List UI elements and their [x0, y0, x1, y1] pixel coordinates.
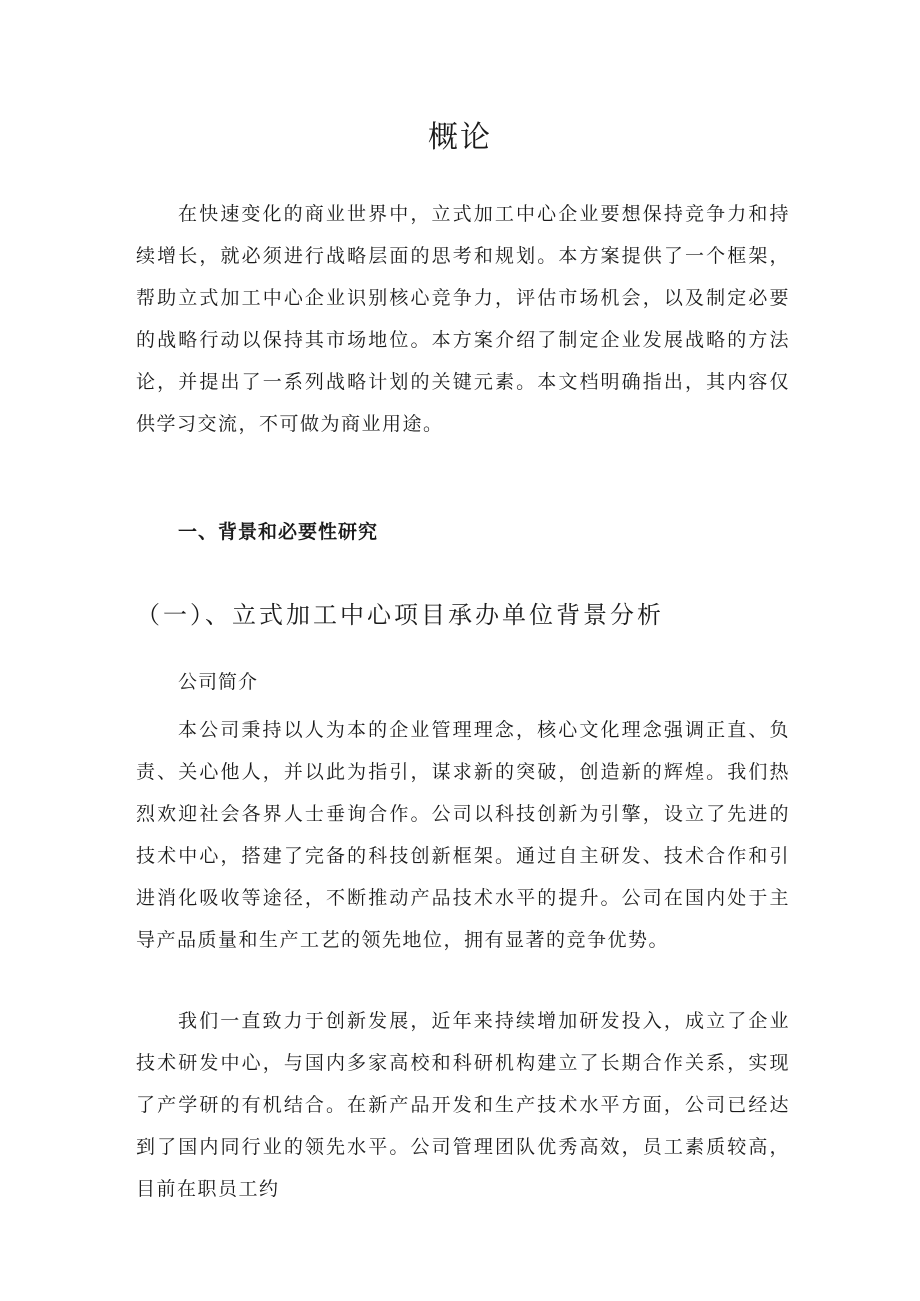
company-intro-subheading: 公司简介 [178, 671, 259, 693]
section-heading: 一、背景和必要性研究 [178, 521, 379, 543]
intro-paragraph: 在快速变化的商业世界中，立式加工中心企业要想保持竞争力和持续增长，就必须进行战略层面的思考和规划。本方案提供了一个框架，帮助立式加工中心企业识别核心竞争力，评估市场机会，以及制定必要的战略行动以保持其市场地位。本方案介绍了制定企业发展战略的方法论，并提出了一系列战略计划的关键元素。本文档明确指出，其内容仅供学习交流，不可做为商业用途。 [136, 203, 790, 435]
body-paragraph: 我们一直致力于创新发展，近年来持续增加研发投入，成立了企业技术研发中心，与国内多家高校和科研机构建立了长期合作关系，实现了产学研的有机结合。在新产品开发和生产技术水平方面，公司已经达到了国内同行业的领先水平。公司管理团队优秀高效，员工素质较高，目前在职员工约 [136, 1010, 790, 1200]
body-paragraph: 本公司秉持以人为本的企业管理理念，核心文化理念强调正直、负责、关心他人，并以此为指引，谋求新的突破，创造新的辉煌。我们热烈欢迎社会各界人士垂询合作。公司以科技创新为引擎，设立了先进的技术中心，搭建了完备的科技创新框架。通过自主研发、技术合作和引进消化吸收等途径，不断推动产品技术水平的提升。公司在国内处于主导产品质量和生产工艺的领先地位，拥有显著的竞争优势。 [136, 719, 790, 951]
subsection-heading: （一）、立式加工中心项目承办单位背景分析 [136, 601, 664, 629]
document-title: 概论 [428, 120, 492, 155]
